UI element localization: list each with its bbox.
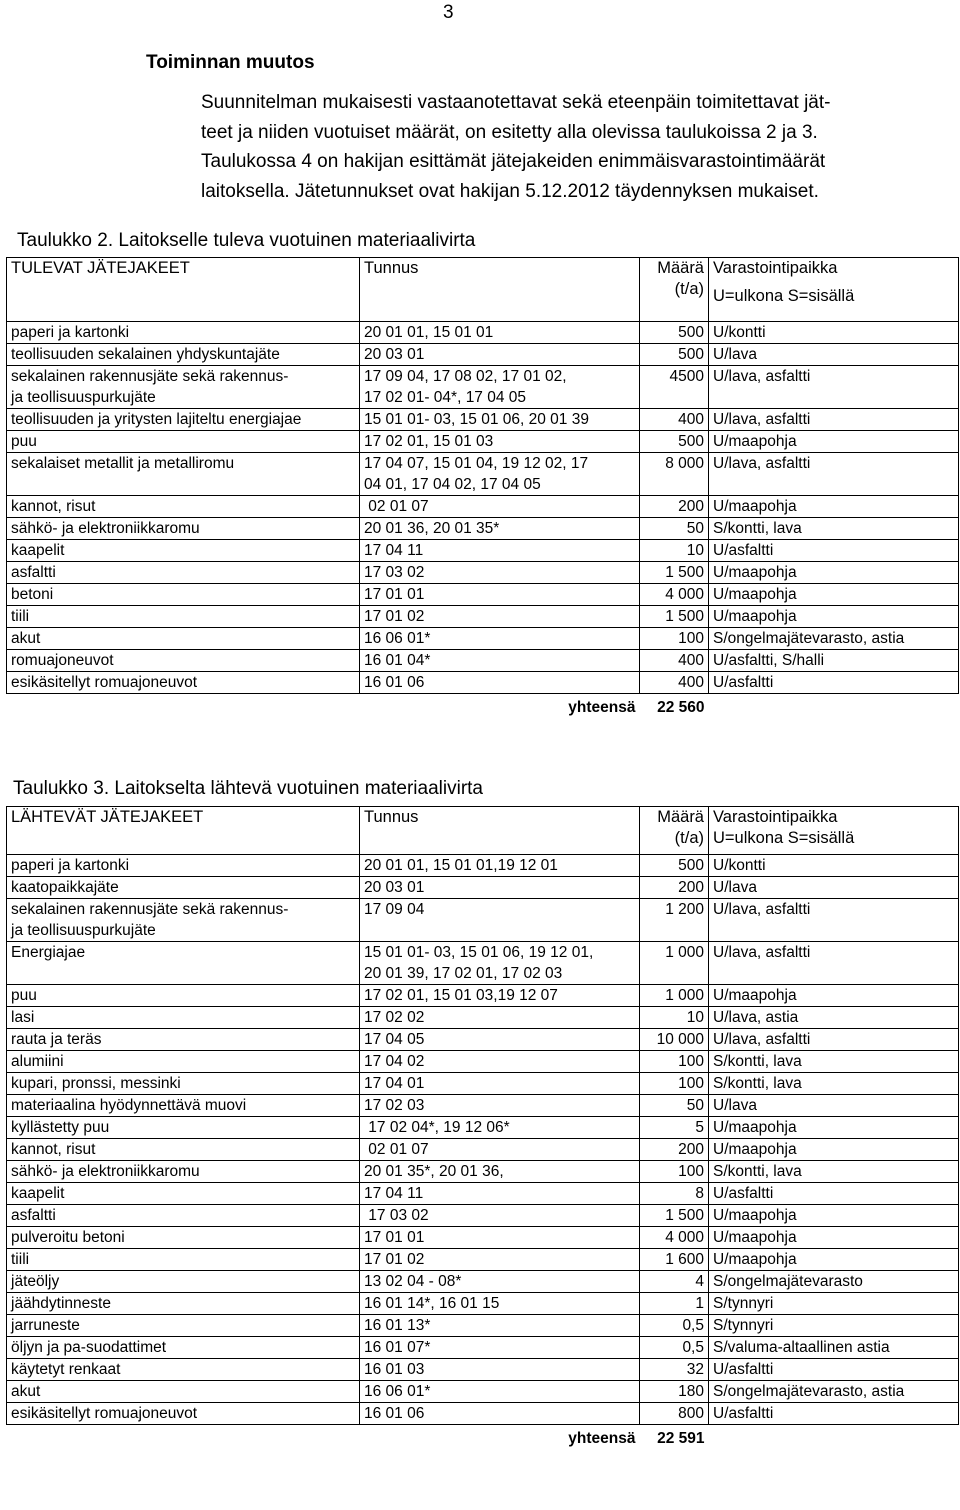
paragraph-line: Taulukossa 4 on hakijan esittämät jätejakeiden enimmäisvarastointimäärät [201, 151, 826, 172]
waste-fraction-cell: jäteöljy [7, 1271, 360, 1293]
table-row [7, 628, 959, 650]
storage-cell: S/kontti, lava [709, 518, 959, 540]
amount-cell: 10 000 [640, 1029, 709, 1051]
waste-fraction-cell: Energiajae [7, 942, 360, 985]
storage-cell: U/maapohja [709, 606, 959, 628]
waste-code-cell: 15 01 01- 03, 15 01 06, 20 01 39 [360, 409, 640, 431]
table-header-row [7, 807, 959, 855]
header-col-fraction: TULEVAT JÄTEJAKEET [7, 258, 360, 322]
storage-cell: S/tynnyri [709, 1293, 959, 1315]
amount-cell: 4 000 [640, 584, 709, 606]
table3-caption: Taulukko 3. Laitokselta lähtevä vuotuinen materiaalivirta [13, 778, 483, 799]
storage-cell: U/lava, asfaltti [709, 1029, 959, 1051]
waste-fraction-cell: paperi ja kartonki [7, 855, 360, 877]
waste-code-cell: 16 06 01* [360, 628, 640, 650]
waste-code-cell: 16 01 14*, 16 01 15 [360, 1293, 640, 1315]
waste-code-cell: 20 01 01, 15 01 01,19 12 01 [360, 855, 640, 877]
amount-cell: 200 [640, 877, 709, 899]
storage-cell: U/maapohja [709, 584, 959, 606]
storage-cell: U/maapohja [709, 1139, 959, 1161]
total-label: yhteensä [568, 699, 636, 716]
table-row [7, 1117, 959, 1139]
amount-cell: 1 500 [640, 562, 709, 584]
storage-cell: U/asfaltti [709, 672, 959, 694]
waste-code-cell: 17 04 05 [360, 1029, 640, 1051]
waste-code-cell: 20 01 36, 20 01 35* [360, 518, 640, 540]
outgoing-waste-table [6, 806, 959, 1449]
amount-cell: 50 [640, 518, 709, 540]
table-row [7, 1073, 959, 1095]
storage-cell: U/lava, asfaltti [709, 899, 959, 942]
waste-fraction-cell: kyllästetty puu [7, 1117, 360, 1139]
table-row [7, 409, 959, 431]
waste-fraction-cell: betoni [7, 584, 360, 606]
amount-cell: 1 200 [640, 899, 709, 942]
waste-fraction-cell: käytetyt renkaat [7, 1359, 360, 1381]
table-row [7, 1315, 959, 1337]
waste-code-cell: 16 01 13* [360, 1315, 640, 1337]
waste-code-cell: 16 01 07* [360, 1337, 640, 1359]
storage-cell: U/asfaltti [709, 1403, 959, 1425]
table-header-row [7, 258, 959, 322]
waste-fraction-cell: esikäsitellyt romuajoneuvot [7, 1403, 360, 1425]
total-value: 22 591 [657, 1430, 705, 1447]
waste-code-cell: 17 02 02 [360, 1007, 640, 1029]
amount-cell: 50 [640, 1095, 709, 1117]
waste-code-cell: 17 01 02 [360, 1249, 640, 1271]
waste-fraction-cell: kaapelit [7, 540, 360, 562]
amount-cell: 500 [640, 855, 709, 877]
paragraph-line: teet ja niiden vuotuiset määrät, on esitetty alla olevissa taulukoissa 2 ja 3. [201, 121, 818, 143]
table-row [7, 562, 959, 584]
amount-cell: 0,5 [640, 1315, 709, 1337]
table-row [7, 1007, 959, 1029]
storage-cell: U/asfaltti [709, 1359, 959, 1381]
table-row [7, 496, 959, 518]
amount-cell: 100 [640, 1051, 709, 1073]
storage-cell: U/lava [709, 877, 959, 899]
waste-code-cell: 17 02 01, 15 01 03,19 12 07 [360, 985, 640, 1007]
waste-code-cell: 17 01 01 [360, 584, 640, 606]
header-col-storage: Varastointipaikka U=ulkona S=sisällä [709, 807, 959, 855]
amount-cell: 10 [640, 1007, 709, 1029]
waste-fraction-cell: paperi ja kartonki [7, 322, 360, 344]
total-value: 22 560 [657, 699, 705, 716]
waste-fraction-cell: jäähdytinneste [7, 1293, 360, 1315]
storage-cell: U/maapohja [709, 1227, 959, 1249]
storage-cell: S/ongelmajätevarasto, astia [709, 628, 959, 650]
waste-fraction-cell: romuajoneuvot [7, 650, 360, 672]
storage-cell: U/lava, asfaltti [709, 453, 959, 496]
waste-code-cell: 02 01 07 [360, 496, 640, 518]
waste-fraction-cell: asfaltti [7, 562, 360, 584]
amount-cell: 1 000 [640, 942, 709, 985]
amount-cell: 800 [640, 1403, 709, 1425]
waste-fraction-cell: materiaalina hyödynnettävä muovi [7, 1095, 360, 1117]
storage-cell: S/ongelmajätevarasto, astia [709, 1381, 959, 1403]
waste-fraction-cell: kannot, risut [7, 496, 360, 518]
storage-cell: U/lava [709, 344, 959, 366]
total-label: yhteensä [568, 1430, 636, 1447]
waste-fraction-cell: esikäsitellyt romuajoneuvot [7, 672, 360, 694]
storage-cell: U/maapohja [709, 1117, 959, 1139]
waste-fraction-cell: lasi [7, 1007, 360, 1029]
table-row [7, 1205, 959, 1227]
amount-cell: 1 [640, 1293, 709, 1315]
table-row [7, 344, 959, 366]
table-row [7, 1139, 959, 1161]
table-row [7, 606, 959, 628]
waste-code-cell: 16 01 03 [360, 1359, 640, 1381]
table-row [7, 1403, 959, 1425]
amount-cell: 1 500 [640, 606, 709, 628]
amount-cell: 200 [640, 1139, 709, 1161]
table-row [7, 1051, 959, 1073]
table-row [7, 1337, 959, 1359]
waste-code-cell: 15 01 01- 03, 15 01 06, 19 12 01, 20 01 39, 17 02 01, 17 02 03 [360, 942, 640, 985]
paragraph-line: Suunnitelman mukaisesti vastaanotettavat sekä eteenpäin toimitettavat jät- [201, 92, 831, 113]
storage-cell: U/kontti [709, 855, 959, 877]
header-col-code: Tunnus [360, 258, 640, 322]
waste-code-cell: 16 06 01* [360, 1381, 640, 1403]
table-row [7, 540, 959, 562]
amount-cell: 1 000 [640, 985, 709, 1007]
storage-cell: U/maapohja [709, 1205, 959, 1227]
storage-cell: U/maapohja [709, 562, 959, 584]
table2-caption: Taulukko 2. Laitokselle tuleva vuotuinen materiaalivirta [17, 230, 476, 251]
header-col-amount: Määrä (t/a) [640, 258, 709, 322]
waste-code-cell: 17 04 02 [360, 1051, 640, 1073]
storage-cell: U/asfaltti [709, 1183, 959, 1205]
storage-cell: S/ongelmajätevarasto [709, 1271, 959, 1293]
table-row [7, 1161, 959, 1183]
waste-code-cell: 17 01 01 [360, 1227, 640, 1249]
table-row [7, 942, 959, 985]
table-row [7, 1359, 959, 1381]
waste-code-cell: 13 02 04 - 08* [360, 1271, 640, 1293]
table-row [7, 985, 959, 1007]
waste-code-cell: 17 02 04*, 19 12 06* [360, 1117, 640, 1139]
waste-code-cell: 17 09 04, 17 08 02, 17 01 02, 17 02 01- 04*, 17 04 05 [360, 366, 640, 409]
amount-cell: 100 [640, 1073, 709, 1095]
waste-fraction-cell: rauta ja teräs [7, 1029, 360, 1051]
table-row [7, 584, 959, 606]
waste-fraction-cell: alumiini [7, 1051, 360, 1073]
waste-code-cell: 20 01 35*, 20 01 36, [360, 1161, 640, 1183]
waste-code-cell: 17 03 02 [360, 562, 640, 584]
amount-cell: 5 [640, 1117, 709, 1139]
header-col-fraction: LÄHTEVÄT JÄTEJAKEET [7, 807, 360, 855]
paragraph-line: laitoksella. Jätetunnukset ovat hakijan 5.12.2012 täydennyksen mukaiset. [201, 180, 819, 202]
waste-code-cell: 17 04 11 [360, 1183, 640, 1205]
amount-cell: 400 [640, 409, 709, 431]
table-row [7, 431, 959, 453]
waste-code-cell: 17 04 01 [360, 1073, 640, 1095]
table-row [7, 1249, 959, 1271]
storage-cell: U/lava, asfaltti [709, 366, 959, 409]
waste-code-cell: 20 03 01 [360, 877, 640, 899]
total-row [7, 1425, 959, 1450]
amount-cell: 10 [640, 540, 709, 562]
amount-cell: 100 [640, 628, 709, 650]
page-number: 3 [443, 2, 454, 23]
waste-fraction-cell: kannot, risut [7, 1139, 360, 1161]
table-row [7, 899, 959, 942]
waste-fraction-cell: jarruneste [7, 1315, 360, 1337]
waste-fraction-cell: teollisuuden sekalainen yhdyskuntajäte [7, 344, 360, 366]
waste-fraction-cell: öljyn ja pa-suodattimet [7, 1337, 360, 1359]
waste-fraction-cell: sekalainen rakennusjäte sekä rakennus- ja teollisuuspurkujäte [7, 366, 360, 409]
header-col-amount: Määrä (t/a) [640, 807, 709, 855]
waste-fraction-cell: sekalainen rakennusjäte sekä rakennus- ja teollisuuspurkujäte [7, 899, 360, 942]
waste-code-cell: 17 03 02 [360, 1205, 640, 1227]
waste-fraction-cell: kaatopaikkajäte [7, 877, 360, 899]
header-col-storage: Varastointipaikka U=ulkona S=sisällä [709, 258, 959, 322]
waste-code-cell: 17 01 02 [360, 606, 640, 628]
amount-cell: 8 [640, 1183, 709, 1205]
waste-code-cell: 16 01 06 [360, 1403, 640, 1425]
storage-cell: S/kontti, lava [709, 1051, 959, 1073]
table-row [7, 1183, 959, 1205]
table-row [7, 518, 959, 540]
waste-code-cell: 17 02 01, 15 01 03 [360, 431, 640, 453]
waste-fraction-cell: akut [7, 628, 360, 650]
storage-cell: S/kontti, lava [709, 1161, 959, 1183]
table-row [7, 855, 959, 877]
waste-code-cell: 17 02 03 [360, 1095, 640, 1117]
header-col-code: Tunnus [360, 807, 640, 855]
waste-code-cell: 16 01 06 [360, 672, 640, 694]
amount-cell: 0,5 [640, 1337, 709, 1359]
table-row [7, 1293, 959, 1315]
storage-cell: U/asfaltti, S/halli [709, 650, 959, 672]
storage-cell: S/valuma-altaallinen astia [709, 1337, 959, 1359]
waste-fraction-cell: sähkö- ja elektroniikkaromu [7, 1161, 360, 1183]
amount-cell: 100 [640, 1161, 709, 1183]
amount-cell: 400 [640, 672, 709, 694]
waste-fraction-cell: puu [7, 431, 360, 453]
waste-fraction-cell: akut [7, 1381, 360, 1403]
storage-cell: U/kontti [709, 322, 959, 344]
waste-fraction-cell: puu [7, 985, 360, 1007]
storage-cell: U/lava, asfaltti [709, 409, 959, 431]
incoming-waste-table [6, 257, 959, 718]
table-row [7, 453, 959, 496]
amount-cell: 1 600 [640, 1249, 709, 1271]
waste-fraction-cell: sekalaiset metallit ja metalliromu [7, 453, 360, 496]
waste-code-cell: 02 01 07 [360, 1139, 640, 1161]
table-row [7, 1227, 959, 1249]
waste-fraction-cell: kaapelit [7, 1183, 360, 1205]
storage-cell: S/tynnyri [709, 1315, 959, 1337]
table-row [7, 322, 959, 344]
amount-cell: 4 [640, 1271, 709, 1293]
amount-cell: 4500 [640, 366, 709, 409]
amount-cell: 500 [640, 322, 709, 344]
storage-cell: U/lava, astia [709, 1007, 959, 1029]
table-row [7, 1095, 959, 1117]
table-row [7, 1029, 959, 1051]
storage-cell: U/lava [709, 1095, 959, 1117]
storage-cell: U/asfaltti [709, 540, 959, 562]
table-row [7, 877, 959, 899]
table-row [7, 1271, 959, 1293]
waste-code-cell: 16 01 04* [360, 650, 640, 672]
waste-code-cell: 20 01 01, 15 01 01 [360, 322, 640, 344]
table-row [7, 1381, 959, 1403]
amount-cell: 32 [640, 1359, 709, 1381]
waste-fraction-cell: tiili [7, 606, 360, 628]
amount-cell: 400 [640, 650, 709, 672]
storage-cell: U/lava, asfaltti [709, 942, 959, 985]
waste-fraction-cell: teollisuuden ja yritysten lajiteltu energiajae [7, 409, 360, 431]
table-row [7, 672, 959, 694]
amount-cell: 1 500 [640, 1205, 709, 1227]
waste-fraction-cell: asfaltti [7, 1205, 360, 1227]
table-row [7, 366, 959, 409]
waste-code-cell: 17 09 04 [360, 899, 640, 942]
intro-paragraph [201, 88, 939, 206]
amount-cell: 8 000 [640, 453, 709, 496]
storage-cell: U/maapohja [709, 431, 959, 453]
section-heading: Toiminnan muutos [146, 52, 315, 73]
amount-cell: 500 [640, 344, 709, 366]
waste-fraction-cell: tiili [7, 1249, 360, 1271]
waste-fraction-cell: pulveroitu betoni [7, 1227, 360, 1249]
amount-cell: 180 [640, 1381, 709, 1403]
waste-code-cell: 20 03 01 [360, 344, 640, 366]
waste-fraction-cell: sähkö- ja elektroniikkaromu [7, 518, 360, 540]
waste-code-cell: 17 04 11 [360, 540, 640, 562]
storage-cell: U/maapohja [709, 496, 959, 518]
total-row [7, 694, 959, 719]
waste-code-cell: 17 04 07, 15 01 04, 19 12 02, 17 04 01, 17 04 02, 17 04 05 [360, 453, 640, 496]
storage-cell: S/kontti, lava [709, 1073, 959, 1095]
storage-cell: U/maapohja [709, 985, 959, 1007]
amount-cell: 500 [640, 431, 709, 453]
amount-cell: 4 000 [640, 1227, 709, 1249]
amount-cell: 200 [640, 496, 709, 518]
storage-cell: U/maapohja [709, 1249, 959, 1271]
waste-fraction-cell: kupari, pronssi, messinki [7, 1073, 360, 1095]
table-row [7, 650, 959, 672]
